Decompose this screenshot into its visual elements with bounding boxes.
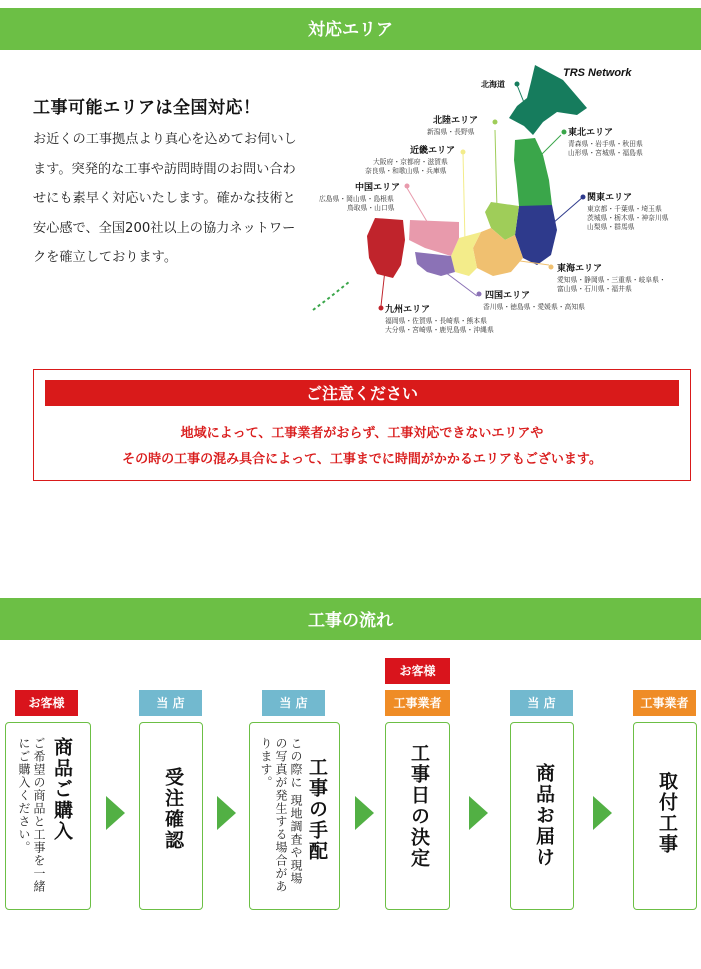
notice-title: ご注意ください: [45, 380, 679, 406]
flow-arrow-5: [593, 796, 612, 830]
region-label-tohoku: 東北エリア: [568, 128, 614, 138]
japan-area-map: [305, 60, 700, 345]
region-label-kyushu: 九州エリア: [385, 305, 431, 315]
flow-step-3-title: 工事の手配: [306, 757, 328, 862]
region-prefs-kinki-1: 大阪府・京都府・滋賀県: [373, 158, 448, 166]
flow-step-5-card: [510, 722, 574, 910]
map-svg: [305, 60, 700, 345]
section-title: 対応エリア: [308, 20, 393, 40]
region-label-tokai: 東海エリア: [557, 264, 603, 274]
region-prefs-kanto-1: 東京都・千葉県・埼玉県: [587, 205, 662, 213]
region-prefs-hokuriku-1: 新潟県・長野県: [427, 128, 475, 136]
region-prefs-tokai-1: 愛知県・静岡県・三重県・岐阜県・: [557, 276, 666, 284]
section-banner-flow: [0, 598, 701, 640]
notice-line-1: 地域によって、工事業者がおらず、工事対応できないエリアや: [180, 426, 544, 441]
region-label-chugoku: 中国エリア: [355, 183, 401, 193]
region-label-kanto: 関東エリア: [587, 193, 633, 203]
flow-step-4-card: [385, 722, 450, 910]
flow-step-2-title: 受注確認: [162, 767, 184, 851]
brand-label: TRS Network: [563, 67, 632, 79]
flow-step-4-tag: 工事業者: [385, 690, 450, 716]
notice-box: [33, 369, 691, 481]
region-prefs-kinki-2: 奈良県・和歌山県・兵庫県: [365, 167, 447, 175]
flow-extra-tag: お客様: [385, 658, 450, 684]
region-prefs-chugoku-1: 広島県・岡山県・島根県: [319, 195, 394, 203]
region-label-hokkaido: 北海道: [481, 80, 505, 89]
region-prefs-kanto-3: 山梨県・群馬県: [587, 223, 635, 231]
region-label-shikoku: 四国エリア: [485, 291, 531, 301]
flow-arrow-4: [469, 796, 488, 830]
notice-line-2: その時の工事の混み具合によって、工事までに時間がかかるエリアもございます。: [122, 452, 602, 467]
flow-step-5-tag: 当 店: [510, 690, 573, 716]
flow-step-6-card: [633, 722, 697, 910]
section-banner-area: [0, 8, 701, 50]
region-prefs-tokai-2: 富山県・石川県・福井県: [557, 285, 632, 293]
flow-step-6-tag: 工事業者: [633, 690, 696, 716]
region-label-hokuriku: 北陸エリア: [433, 116, 479, 126]
region-label-kinki: 近畿エリア: [410, 146, 456, 156]
flow-arrow-1: [106, 796, 125, 830]
flow-step-4-title: 工事日の決定: [408, 743, 430, 869]
flow-step-1-card: [5, 722, 91, 910]
flow-arrow-2: [217, 796, 236, 830]
region-prefs-kanto-2: 茨城県・栃木県・神奈川県: [587, 214, 669, 222]
flow-step-3-card: [249, 722, 340, 910]
flow-step-1-sub: ご希望の商品と工事を一緒にご購入ください。: [17, 737, 46, 893]
region-prefs-chugoku-2: 鳥取県・山口県: [347, 204, 395, 212]
region-prefs-tohoku-2: 山形県・宮城県・福島県: [568, 149, 643, 157]
flow-arrow-3: [355, 796, 374, 830]
flow-step-3-sub: この際に 現地調査や現場の写真が発生する場合があります。: [259, 737, 303, 893]
flow-step-5-title: 商品お届け: [533, 763, 555, 868]
region-prefs-shikoku-1: 香川県・徳島県・愛媛県・高知県: [483, 303, 585, 311]
area-heading: 工事可能エリアは全国対応！: [33, 98, 261, 118]
region-chugoku-shape: [409, 220, 459, 256]
flow-step-2-tag: 当 店: [139, 690, 202, 716]
region-okinawa-shape: [313, 282, 349, 310]
flow-step-3-tag: 当 店: [262, 690, 325, 716]
region-prefs-tohoku-1: 青森県・岩手県・秋田県: [568, 140, 643, 148]
region-prefs-kyushu-1: 福岡県・佐賀県・長崎県・熊本県: [385, 317, 487, 325]
flow-step-1-tag: お客様: [15, 690, 78, 716]
region-prefs-kyushu-2: 大分県・宮崎県・鹿児島県・沖縄県: [385, 326, 494, 334]
flow-step-1-title: 商品ご購入: [51, 737, 73, 842]
region-tohoku-shape: [514, 138, 552, 208]
section-title: 工事の流れ: [308, 611, 393, 631]
flow-step-2-card: [139, 722, 203, 910]
flow-step-6-title: 取付工事: [656, 771, 678, 855]
region-kyushu-shape: [367, 218, 405, 278]
region-shikoku-shape: [415, 252, 455, 276]
area-intro: お近くの工事拠点より真心を込めてお伺いします。突発的な工事や訪問時間のお問い合わせにも素早く対応いたします。確かな技術と安心感で、全国200社以上の協力ネットワークを確立しております。: [33, 132, 297, 265]
